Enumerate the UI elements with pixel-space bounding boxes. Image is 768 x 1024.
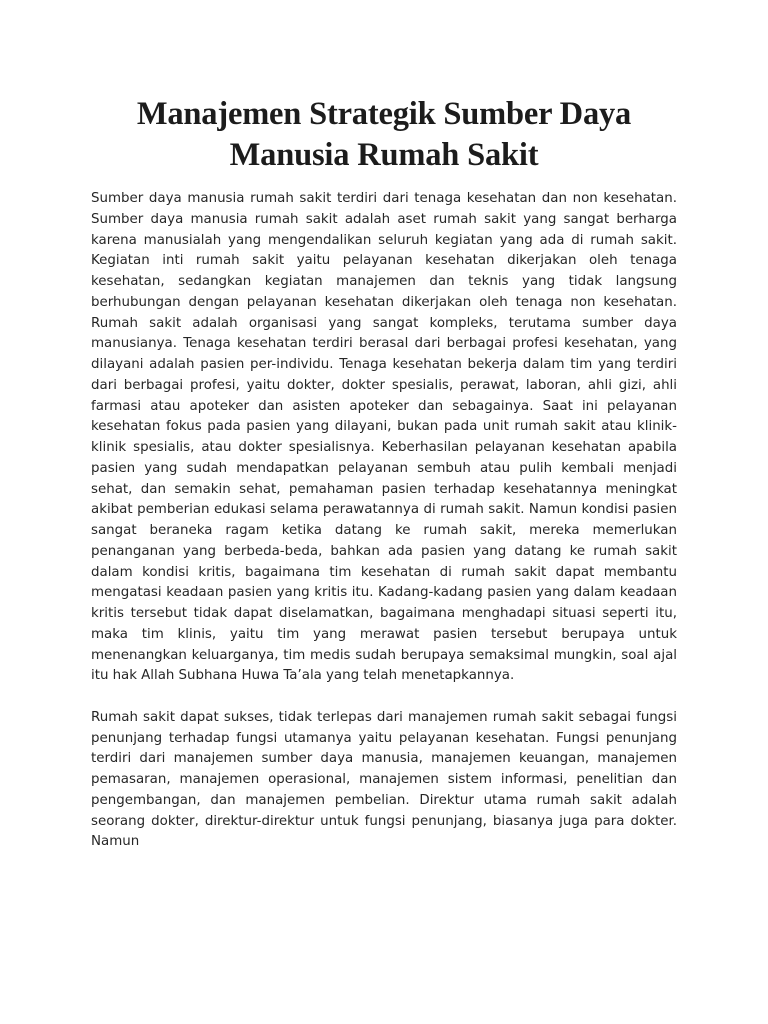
paragraph-2: Rumah sakit dapat sukses, tidak terlepas dari manajemen rumah sakit sebagai fungsi penunjang terhadap fungsi utamanya yaitu pelayanan kesehatan. Fungsi penunjang terdiri dari manajemen sumber daya manusia, manajemen keuangan, manajemen pemasaran, manajemen operasional, manajemen sistem informasi, penelitian dan pengembangan, dan manajemen pembelian. Direktur utama rumah sakit adalah seorang dokter, direktur-direktur untuk fungsi penunjang, biasanya juga para dokter. Namun [91, 709, 677, 850]
document-body [91, 189, 677, 853]
document-title [90, 94, 678, 176]
paragraph-1: Sumber daya manusia rumah sakit terdiri dari tenaga kesehatan dan non kesehatan. Sumber daya manusia rumah sakit adalah aset rumah sakit yang sangat berharga karena manusialah yang mengendalikan seluruh kegiatan yang ada di rumah sakit. Kegiatan inti rumah sakit yaitu pelayanan kesehatan dikerjakan oleh tenaga kesehatan, sedangkan kegiatan manajemen dan teknis yang tidak langsung berhubungan dengan pelayanan kesehatan dikerjakan oleh tenaga non kesehatan. Rumah sakit adalah organisasi yang sangat kompleks, terutama sumber daya manusianya. Tenaga kesehatan terdiri berasal dari berbagai profesi kesehatan, yang dilayani adalah pasien per-individu. Tenaga kesehatan bekerja dalam tim yang terdiri dari berbagai profesi, yaitu dokter, dokter spesialis, perawat, laboran, ahli gizi, ahli farmasi atau apoteker dan asisten apoteker dan sebagainya. Saat ini pelayanan kesehatan fokus pada pasien yang dilayani, bukan pada unit rumah sakit atau klinik-klinik spesialis, atau dokter spesialisnya. Keberhasilan pelayanan kesehatan apabila pasien yang sudah mendapatkan pelayanan sembuh atau pulih kembali menjadi sehat, dan semakin sehat, pemahaman pasien terhadap kesehatannya meningkat akibat pemberian edukasi selama perawatannya di rumah sakit. Namun kondisi pasien sangat beraneka ragam ketika datang ke rumah sakit, mereka memerlukan penanganan yang berbeda-beda, bahkan ada pasien yang datang ke rumah sakit dalam kondisi kritis, bagaimana tim kesehatan di rumah sakit dapat membantu mengatasi keadaan pasien yang kritis itu. Kadang-kadang pasien yang dalam keadaan kritis tersebut tidak dapat diselamatkan, bagaimana menghadapi situasi seperti itu, maka tim klinis, yaitu tim yang merawat pasien tersebut berupaya untuk menenangkan keluarganya, tim medis sudah berupaya semaksimal mungkin, soal ajal itu hak Allah Subhana Huwa Ta’ala yang telah menetapkannya. [91, 191, 677, 684]
title-line-2: Manusia Rumah Sakit [229, 137, 539, 173]
title-line-1: Manajemen Strategik Sumber Daya [136, 96, 632, 132]
